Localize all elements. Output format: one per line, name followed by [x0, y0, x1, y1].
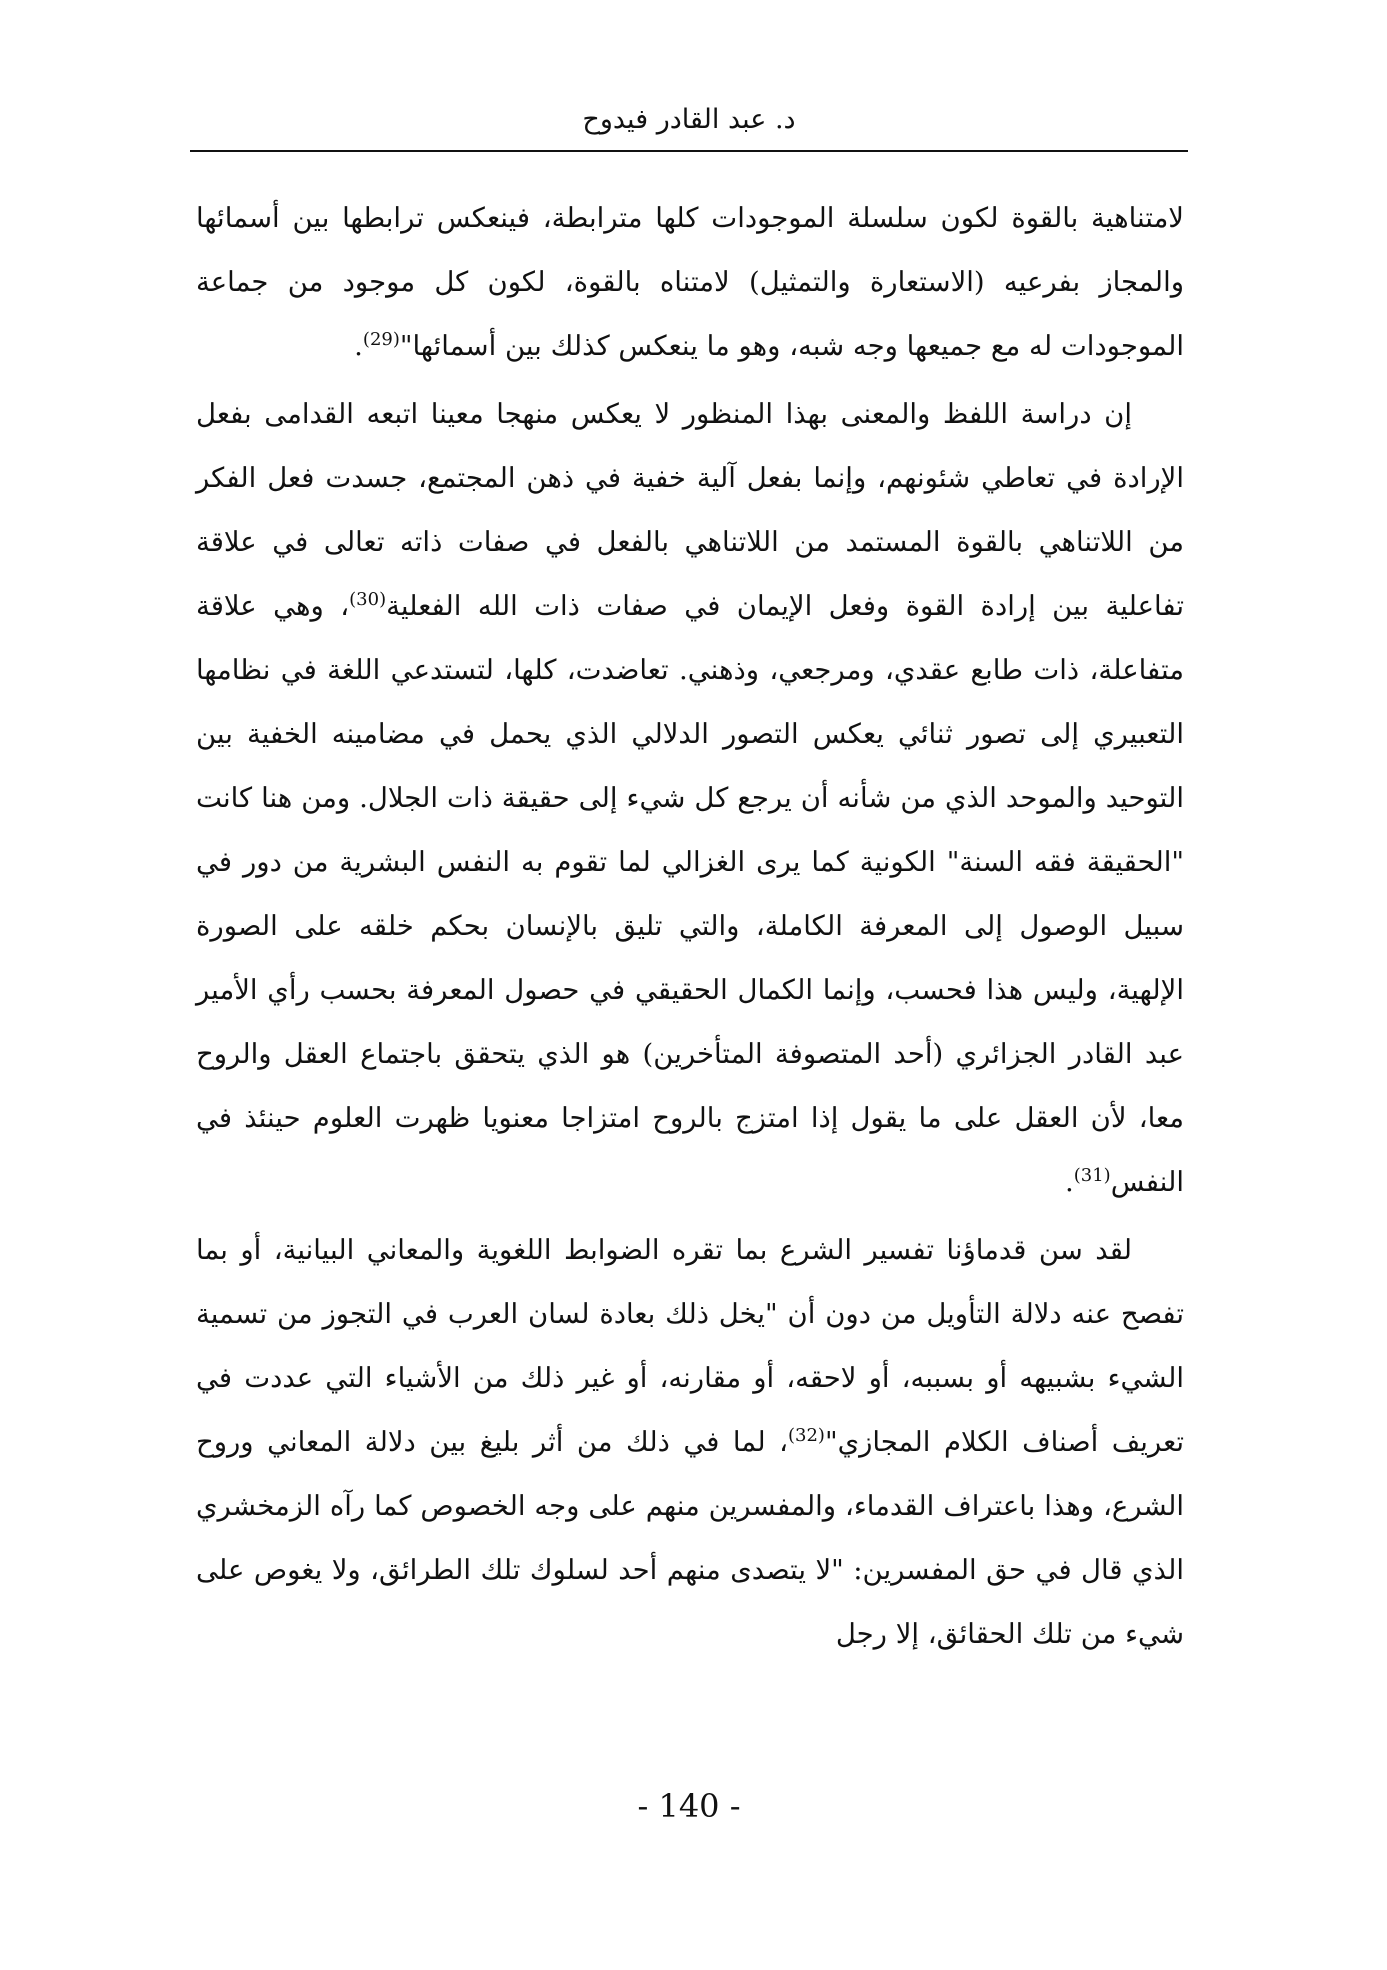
paragraph	[196, 186, 1184, 378]
paragraph-text: .	[354, 330, 363, 362]
header-rule	[190, 150, 1188, 152]
running-header: د. عبد القادر فيدوح	[582, 104, 796, 135]
paragraph-text: لقد سن قدماؤنا تفسير الشرع بما تقره الضوابط اللغوية والمعاني البيانية، أو بما تفصح عنه دلالة التأويل من دون أن "يخل ذلك بعادة لسان العرب في التجوز من تسمية الشيء بشبيهه أو بسببه، أو لاحقه، أو مقارنه، أو غير ذلك من الأشياء التي عددت في تعريف أصناف الكلام المجازي"	[196, 1234, 1184, 1458]
paragraph-text: ، لما في ذلك من أثر بليغ بين دلالة المعاني وروح الشرع، وهذا باعتراف القدماء، والمفسرين منهم على وجه الخصوص كما رآه الزمخشري الذي قال في حق المفسرين: "لا يتصدى منهم أحد لسلوك تلك الطرائق، ولا يغوص على شيء من تلك الحقائق، إلا رجل	[196, 1426, 1184, 1650]
page-number: - 140 -	[637, 1787, 741, 1825]
footnote-reference: (31)	[1073, 1165, 1111, 1186]
footnote-reference: (30)	[349, 589, 387, 610]
footnote-reference: (32)	[787, 1425, 825, 1446]
footnote-reference: (29)	[362, 329, 400, 350]
body-text	[196, 186, 1184, 1666]
paragraph	[196, 1218, 1184, 1666]
paragraph	[196, 382, 1184, 1214]
paragraph-text: .	[1064, 1166, 1074, 1198]
paragraph-text: ، وهي علاقة متفاعلة، ذات طابع عقدي، ومرجعي، وذهني. تعاضدت، كلها، لتستدعي اللغة في نظامها التعبيري إلى تصور ثنائي يعكس التصور الدلالي الذي يحمل في مضامينه الخفية بين التوحيد والموحد الذي من شأنه أن يرجع كل شيء إلى حقيقة ذات الجلال. ومن هنا كانت "الحقيقة فقه السنة" الكونية كما يرى الغزالي لما تقوم به النفس البشرية من دور في سبيل الوصول إلى المعرفة الكاملة، والتي تليق بالإنسان بحكم خلقه على الصورة الإلهية، وليس هذا فحسب، وإنما الكمال الحقيقي في حصول المعرفة بحسب رأي الأمير عبد القادر الجزائري (أحد المتصوفة المتأخرين) هو الذي يتحقق باجتماع العقل والروح معا، لأن العقل على ما يقول إذا امتزج بالروح امتزاجا معنويا ظهرت العلوم حينئذ في النفس	[196, 590, 1184, 1198]
paragraph-text: لامتناهية بالقوة لكون سلسلة الموجودات كلها مترابطة، فينعكس ترابطها بين أسمائها والمجاز بفرعيه (الاستعارة والتمثيل) لامتناه بالقوة، لكون كل موجود من جماعة الموجودات له مع جميعها وجه شبه، وهو ما ينعكس كذلك بين أسمائها"	[196, 202, 1184, 362]
paragraph-text: إن دراسة اللفظ والمعنى بهذا المنظور لا يعكس منهجا معينا اتبعه القدامى بفعل الإرادة في تعاطي شئونهم، وإنما بفعل آلية خفية في ذهن المجتمع، جسدت فعل الفكر من اللاتناهي بالقوة المستمد من اللاتناهي بالفعل في صفات ذاته تعالى في علاقة تفاعلية بين إرادة القوة وفعل الإيمان في صفات ذات الله الفعلية	[196, 398, 1184, 622]
